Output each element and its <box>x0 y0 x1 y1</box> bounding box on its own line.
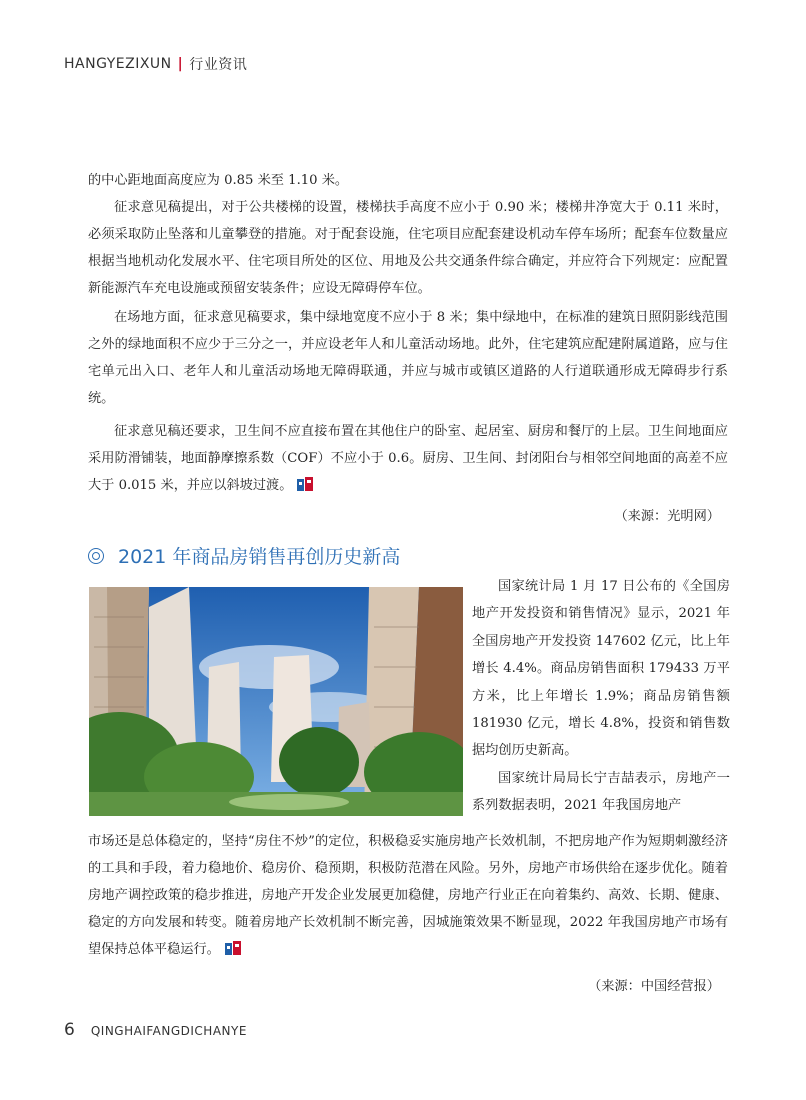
article2-side-paragraph-2: 国家统计局局长宁吉喆表示，房地产一系列数据表明，2021 年我国房地产 <box>472 770 730 814</box>
article1-paragraph-4-wrap <box>88 418 728 499</box>
residential-towers-photo <box>89 587 463 816</box>
running-header <box>64 54 247 74</box>
article2-full-paragraph: 市场还是总体稳定的，坚持“房住不炒”的定位，积极稳妥实施房地产长效机制，不把房地产作为短期刺激经济的工具和手段，着力稳地价、稳房价、稳预期，积极防范潜在风险。另外，房地产市场供给在逐步优化。随着房地产调控政策的稳步推进，房地产开发企业发展更加稳健，房地产行业正在向着集约、高效、长期、健康、稳定的方向发展和转变。随着房地产长效机制不断完善，因城施策效果不断显现，2022 年我国房地产市场有望保持总体平稳运行。 <box>88 834 728 957</box>
publication-logo-icon <box>296 476 314 492</box>
article2-source: （来源：中国经营报） <box>588 979 720 994</box>
article1-paragraph-2: 征求意见稿提出，对于公共楼梯的设置，楼梯扶手高度不应小于 0.90 米；楼梯井净宽大于 0.11 米时，必须采取防止坠落和儿童攀登的措施。对于配套设施，住宅项目应配套建设机动车停车场所；配套车位数量应根据当地机动化发展水平、住宅项目所处的区位、用地及公共交通条件综合确定，并应符合下列规定：应配置新能源汽车充电设施或预留安装条件；应设无障碍停车位。 <box>88 200 728 296</box>
article2-title: 2021 年商品房销售再创历史新高 <box>118 546 401 568</box>
article2-full-paragraph-wrap <box>88 828 728 963</box>
article1-paragraph-4: 征求意见稿还要求，卫生间不应直接布置在其他住户的卧室、起居室、厨房和餐厅的上层。卫生间地面应采用防滑铺装，地面静摩擦系数（COF）不应小于 0.6。厨房、卫生间、封闭阳台与相邻空间地面的高差不应大于 0.015 米，并应以斜坡过渡。 <box>88 424 728 493</box>
publication-logo-icon <box>224 940 242 956</box>
article2-side-text <box>472 573 730 820</box>
article1-source: （来源：光明网） <box>614 509 720 524</box>
publication-name: QINGHAIFANGDICHANYE <box>90 1024 247 1038</box>
header-section: 行业资讯 <box>189 57 248 73</box>
article1-paragraph-3: 在场地方面，征求意见稿要求，集中绿地宽度不应小于 8 米；集中绿地中，在标准的建筑日照阴影线范围之外的绿地面积不应少于三分之一，并应设老年人和儿童活动场地。此外，住宅建筑应配建附属道路，应与住宅单元出入口、老年人和儿童活动场地无障碍联通，并应与城市或镇区道路的人行道联通形成无障碍步行系统。 <box>88 310 728 406</box>
section-title <box>88 542 400 569</box>
double-circle-icon <box>88 548 104 564</box>
article2-side-paragraph-1: 国家统计局 1 月 17 日公布的《全国房地产开发投资和销售情况》显示，2021 年全国房地产开发投资 147602 亿元，比上年增长 4.4%。商品房销售面积 179433 万平方米，比上年增长 1.9%；商品房销售额 181930 亿元，增长 4.8%，投资和销售数据均创历史新高。 <box>472 579 730 759</box>
header-separator: | <box>177 56 184 72</box>
page-number: 6 <box>64 1020 75 1040</box>
header-brand: HANGYEZIXUN <box>64 56 172 72</box>
article1-paragraph-1: 的中心距地面高度应为 0.85 米至 1.10 米。 <box>88 173 349 188</box>
page-footer <box>64 1020 247 1040</box>
